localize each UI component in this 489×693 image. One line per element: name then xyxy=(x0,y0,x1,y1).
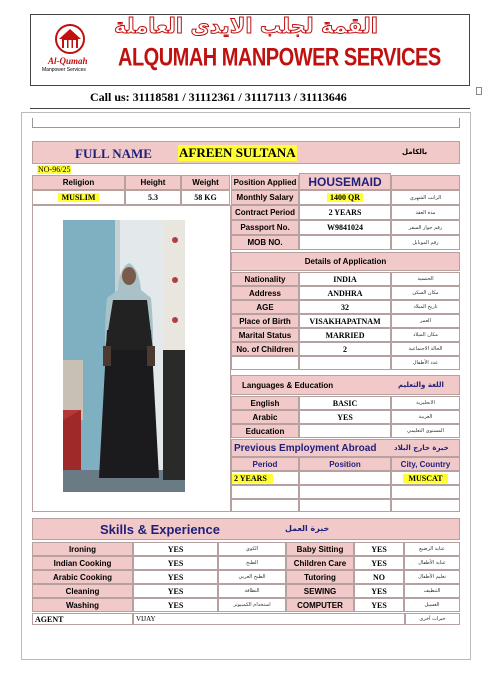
extra-detail-label xyxy=(231,356,299,370)
nationality-value: INDIA xyxy=(299,272,391,286)
mobile-label: MOB NO. xyxy=(231,235,299,250)
extra-detail-arabic: عدد الأطفال xyxy=(391,356,460,370)
salary-value: 1400 QR xyxy=(327,193,363,202)
emp-position-value xyxy=(299,471,391,485)
skill-left-value: YES xyxy=(133,584,218,598)
skill-right-label: Baby Sitting xyxy=(286,542,354,556)
skill-right-label: Tutoring xyxy=(286,570,354,584)
position-label: Position Applied xyxy=(231,175,299,190)
skills-arabic-title: خبرة العمل xyxy=(285,524,330,533)
skill-left-label: Ironing xyxy=(32,542,133,556)
birthplace-value: VISAKHAPATNAM xyxy=(299,314,391,328)
languages-title: Languages & Education xyxy=(242,380,334,390)
reference-number: NO-96/25 xyxy=(38,165,71,174)
skill-right-arabic: عناية الأطفال xyxy=(404,556,460,570)
top-strip xyxy=(32,118,460,128)
emp-period-value: 2 YEARS xyxy=(232,474,273,483)
skill-left-arabic: النظافة xyxy=(218,584,286,598)
english-value: BASIC xyxy=(299,396,391,410)
skill-right-value: YES xyxy=(354,598,404,612)
passport-label: Passport No. xyxy=(231,220,299,235)
skill-right-arabic: عناية الرضيع xyxy=(404,542,460,556)
languages-arabic-title: اللغة والتعليم xyxy=(398,381,444,389)
skill-right-value: NO xyxy=(354,570,404,584)
age-label: AGE xyxy=(231,300,299,314)
skill-right-arabic: الغسيل xyxy=(404,598,460,612)
english-title: ALQUMAH MANPOWER SERVICES xyxy=(118,44,441,72)
salary-value-cell xyxy=(299,190,391,205)
header-rule xyxy=(30,108,470,109)
children-value: 2 xyxy=(299,342,391,356)
arabic-lang-label: Arabic xyxy=(231,410,299,424)
contract-label: Contract Period xyxy=(231,205,299,220)
marital-label: Marital Status xyxy=(231,328,299,342)
skill-right-label: SEWING xyxy=(286,584,354,598)
english-arabic: الانجليزية xyxy=(391,396,460,410)
emp-empty-row-1c xyxy=(391,485,460,499)
children-label: No. of Children xyxy=(231,342,299,356)
candidate-photo xyxy=(63,220,185,492)
full-name-arabic: بالكامل xyxy=(402,148,428,156)
birthplace-label: Place of Birth xyxy=(231,314,299,328)
birthplace-arabic: العمر xyxy=(391,314,460,328)
religion-header: Religion xyxy=(32,175,125,190)
extra-detail-value xyxy=(299,356,391,370)
full-name-value: AFREEN SULTANA xyxy=(179,145,296,160)
salary-arabic: الراتب الشهري xyxy=(391,190,460,205)
education-label: Education xyxy=(231,424,299,438)
nationality-arabic: الجنسية xyxy=(391,272,460,286)
full-name-label: FULL NAME xyxy=(75,146,152,161)
skill-left-value: YES xyxy=(133,556,218,570)
salary-label: Monthly Salary xyxy=(231,190,299,205)
phone-numbers: Call us: 31118581 / 31112361 / 31117113 / 31113646 xyxy=(90,90,347,104)
marital-arabic: مكان الميلاد xyxy=(391,328,460,342)
skill-left-arabic: الطبخ العربي xyxy=(218,570,286,584)
skill-left-value: YES xyxy=(133,598,218,612)
arabic-lang-value: YES xyxy=(299,410,391,424)
education-arabic: المستوى التعليمي xyxy=(391,424,460,438)
height-header: Height xyxy=(125,175,181,190)
logo xyxy=(40,20,100,78)
emp-empty-row-2a xyxy=(231,499,299,512)
page-marker-icon xyxy=(476,87,482,95)
skill-right-value: YES xyxy=(354,584,404,598)
skill-right-arabic: التنظيف xyxy=(404,584,460,598)
emp-city-cell xyxy=(391,471,460,485)
candidate-photo-image xyxy=(63,220,185,492)
contract-value: 2 YEARS xyxy=(299,205,391,220)
address-arabic: مكان السكن xyxy=(391,286,460,300)
emp-empty-row-1b xyxy=(299,485,391,499)
skill-left-label: Cleaning xyxy=(32,584,133,598)
mobile-value xyxy=(299,235,391,250)
agent-label: AGENT xyxy=(32,613,133,625)
contract-arabic: مدة العقد xyxy=(391,205,460,220)
city-header: City, Country xyxy=(391,457,460,471)
emp-position-header: Position xyxy=(299,457,391,471)
emp-empty-row-2c xyxy=(391,499,460,512)
skill-left-value: YES xyxy=(133,570,218,584)
logo-subtext: Manpower Services xyxy=(42,67,86,73)
mobile-arabic: رقم الموبايل xyxy=(391,235,460,250)
nationality-label: Nationality xyxy=(231,272,299,286)
address-value: ANDHRA xyxy=(299,286,391,300)
skill-right-value: YES xyxy=(354,542,404,556)
arabic-lang-arabic: العربية xyxy=(391,410,460,424)
skill-right-value: YES xyxy=(354,556,404,570)
emp-empty-row-1a xyxy=(231,485,299,499)
children-arabic: الحالة الاجتماعية xyxy=(391,342,460,356)
skill-right-label: Children Care xyxy=(286,556,354,570)
skill-left-arabic: الكوي xyxy=(218,542,286,556)
age-arabic: تاريخ الميلاد xyxy=(391,300,460,314)
skill-right-label: COMPUTER xyxy=(286,598,354,612)
english-label: English xyxy=(231,396,299,410)
education-value xyxy=(299,424,391,438)
address-label: Address xyxy=(231,286,299,300)
skill-left-value: YES xyxy=(133,542,218,556)
skill-left-label: Indian Cooking xyxy=(32,556,133,570)
height-value: 5.3 xyxy=(125,190,181,205)
emp-empty-row-2b xyxy=(299,499,391,512)
position-value: HOUSEMAID xyxy=(299,173,391,190)
arabic-title: القمة لجلب الايدى العاملة xyxy=(114,14,378,38)
skill-left-arabic: استخدام الكمبيوتر xyxy=(218,598,286,612)
age-value: 32 xyxy=(299,300,391,314)
skills-title-bar xyxy=(32,518,460,540)
passport-arabic: رقم جواز السفر xyxy=(391,220,460,235)
employment-arabic-title: خبرة خارج البلاد xyxy=(394,444,449,452)
weight-header: Weight xyxy=(181,175,230,190)
religion-value-cell xyxy=(32,190,125,205)
position-spacer xyxy=(391,175,460,190)
skills-title: Skills & Experience xyxy=(100,522,220,537)
weight-value: 58 KG xyxy=(181,190,230,205)
skill-left-label: Washing xyxy=(32,598,133,612)
marital-value: MARRIED xyxy=(299,328,391,342)
emp-city-value: MUSCAT xyxy=(403,474,447,483)
logo-house-icon xyxy=(53,24,87,54)
emp-period-cell xyxy=(231,471,299,485)
passport-value: W9841024 xyxy=(299,220,391,235)
details-title: Details of Application xyxy=(231,252,460,271)
skill-right-arabic: تعليم الأطفال xyxy=(404,570,460,584)
logo-text: Al-Qumah xyxy=(48,56,88,66)
agent-arabic: خبرات أخرى xyxy=(405,613,460,625)
skill-left-label: Arabic Cooking xyxy=(32,570,133,584)
employment-title: Previous Employment Abroad xyxy=(234,442,377,454)
religion-value: MUSLIM xyxy=(58,193,100,202)
agent-value: VIJAY xyxy=(133,613,405,625)
skill-left-arabic: الطبخ xyxy=(218,556,286,570)
period-header: Period xyxy=(231,457,299,471)
